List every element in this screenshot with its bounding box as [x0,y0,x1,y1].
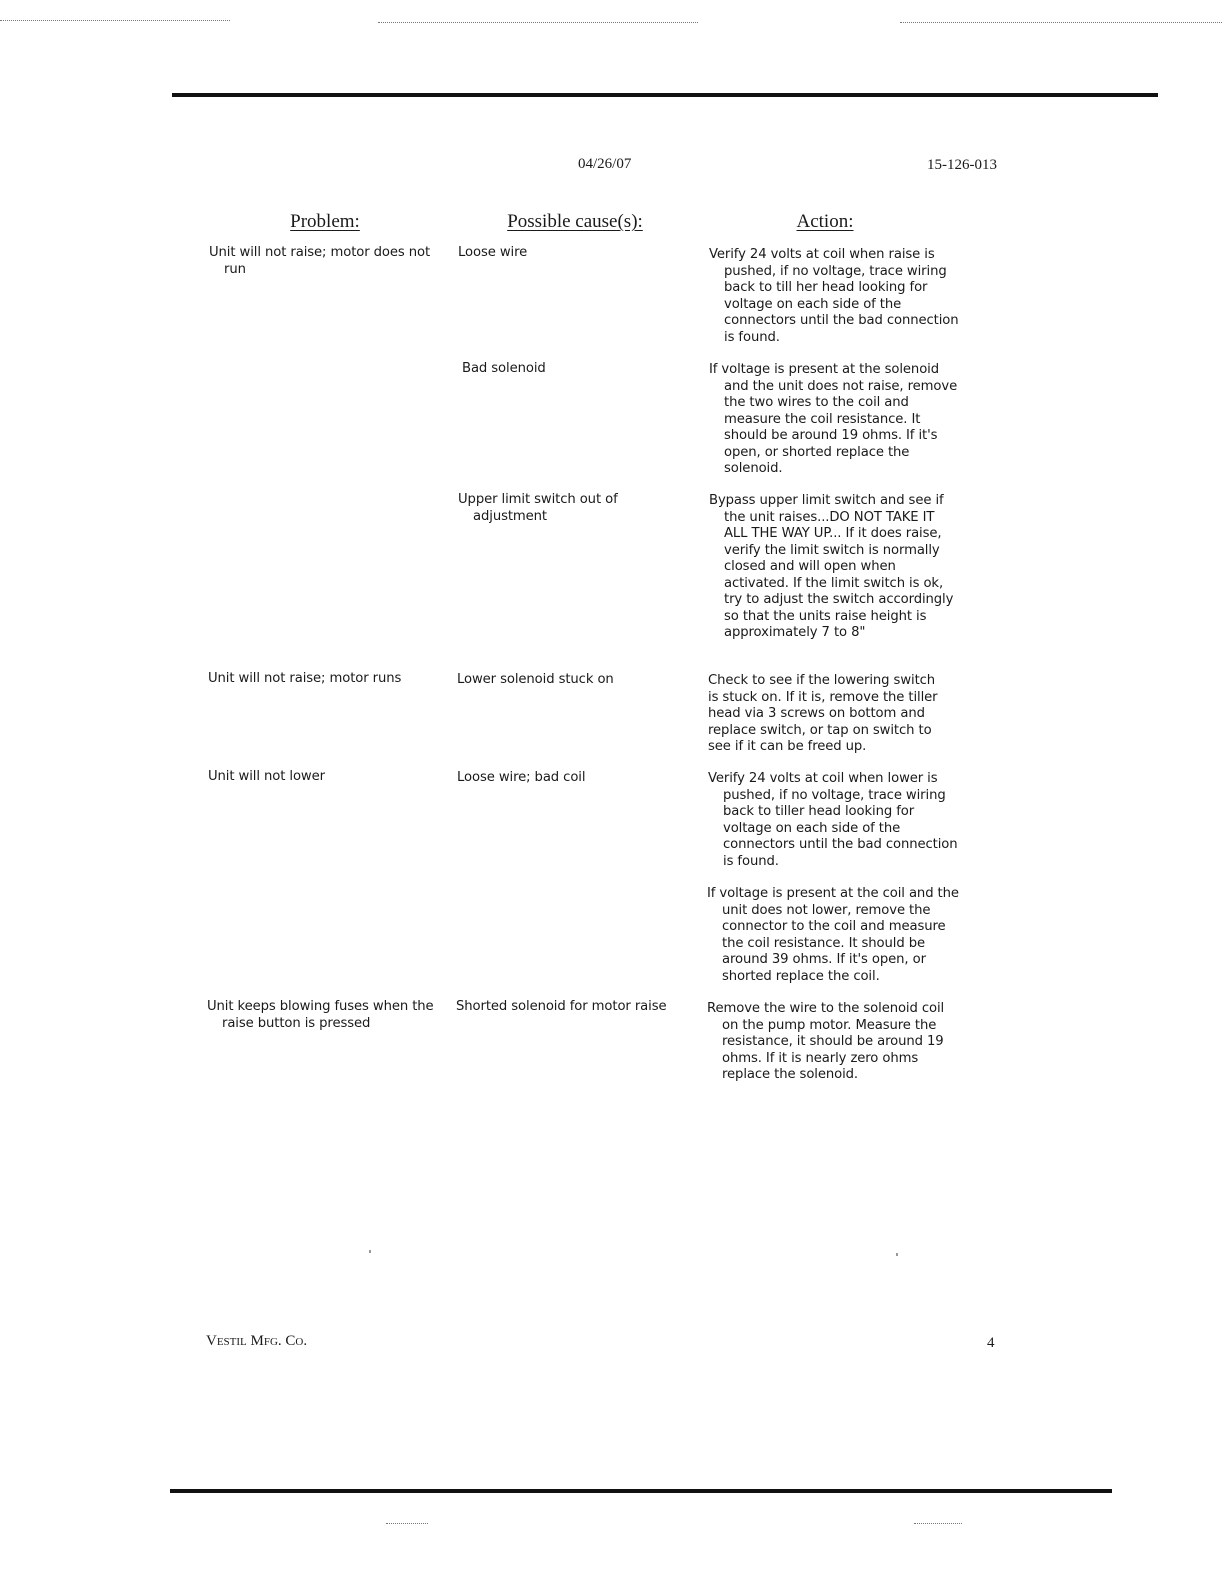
problem-cell: Unit will not raise; motor does not run [209,245,431,277]
scan-artifact-bottom-right [914,1523,962,1524]
action-cell: Bypass upper limit switch and see if the unit raises...DO NOT TAKE IT ALL THE WAY UP... If it does raise, verify the limit switch is normally closed and will open when activated. If the limit switch is ok, try to adjust the switch accordingly so that the units raise height is approximately 7 to 8" [709,493,954,640]
scan-artifact-bottom-left [386,1523,428,1524]
top-rule [172,93,1158,97]
column-header-action: Action: [796,211,854,232]
cause-cell: Upper limit switch out of adjustment [458,492,618,524]
document-number: 15-126-013 [927,157,997,173]
cause-cell: Bad solenoid [462,361,546,376]
column-header-cause: Possible cause(s): [507,211,643,232]
action-cell: Remove the wire to the solenoid coil on the pump motor. Measure the resistance, it should be around 19 ohms. If it is nearly zero ohms replace the solenoid. [707,1001,945,1082]
cause-cell: Loose wire; bad coil [457,770,586,785]
problem-cell: Unit keeps blowing fuses when the raise button is pressed [207,999,434,1031]
action-cell: If voltage is present at the solenoid and the unit does not raise, remove the two wires to the coil and measure the coil resistance. It should be around 19 ohms. If it's open, or shorted replace the solenoid. [709,362,958,476]
scan-artifact-top-right [900,22,1222,23]
scan-artifact-top-left [0,20,230,21]
action-cell: Check to see if the lowering switch is stuck on. If it is, remove the tiller head via 3 screws on bottom and replace switch, or tap on switch to see if it can be freed up. [708,673,938,754]
document-date: 04/26/07 [578,156,632,172]
problem-cell: Unit will not lower [208,769,325,784]
bottom-rule [170,1489,1112,1493]
cause-cell: Shorted solenoid for motor raise [456,999,667,1014]
action-cell: Verify 24 volts at coil when raise is pushed, if no voltage, trace wiring back to till her head looking for voltage on each side of the connectors until the bad connection is found. [709,247,959,345]
cause-cell: Lower solenoid stuck on [457,672,614,687]
action-cell: If voltage is present at the coil and the unit does not lower, remove the connector to the coil and measure the coil resistance. It should be around 39 ohms. If it's open, or shorted replace the coil. [707,886,959,984]
footer-company: Vestil Mfg. Co. [206,1333,308,1349]
scan-speck [369,1250,371,1253]
cause-cell: Loose wire [458,245,528,260]
column-header-problem: Problem: [290,211,360,232]
scan-artifact-top-mid [378,22,698,23]
problem-cell: Unit will not raise; motor runs [208,671,402,686]
action-cell: Verify 24 volts at coil when lower is pushed, if no voltage, trace wiring back to tiller head looking for voltage on each side of the connectors until the bad connection is found. [708,771,958,869]
scan-speck [896,1253,898,1256]
page-number: 4 [987,1335,995,1351]
